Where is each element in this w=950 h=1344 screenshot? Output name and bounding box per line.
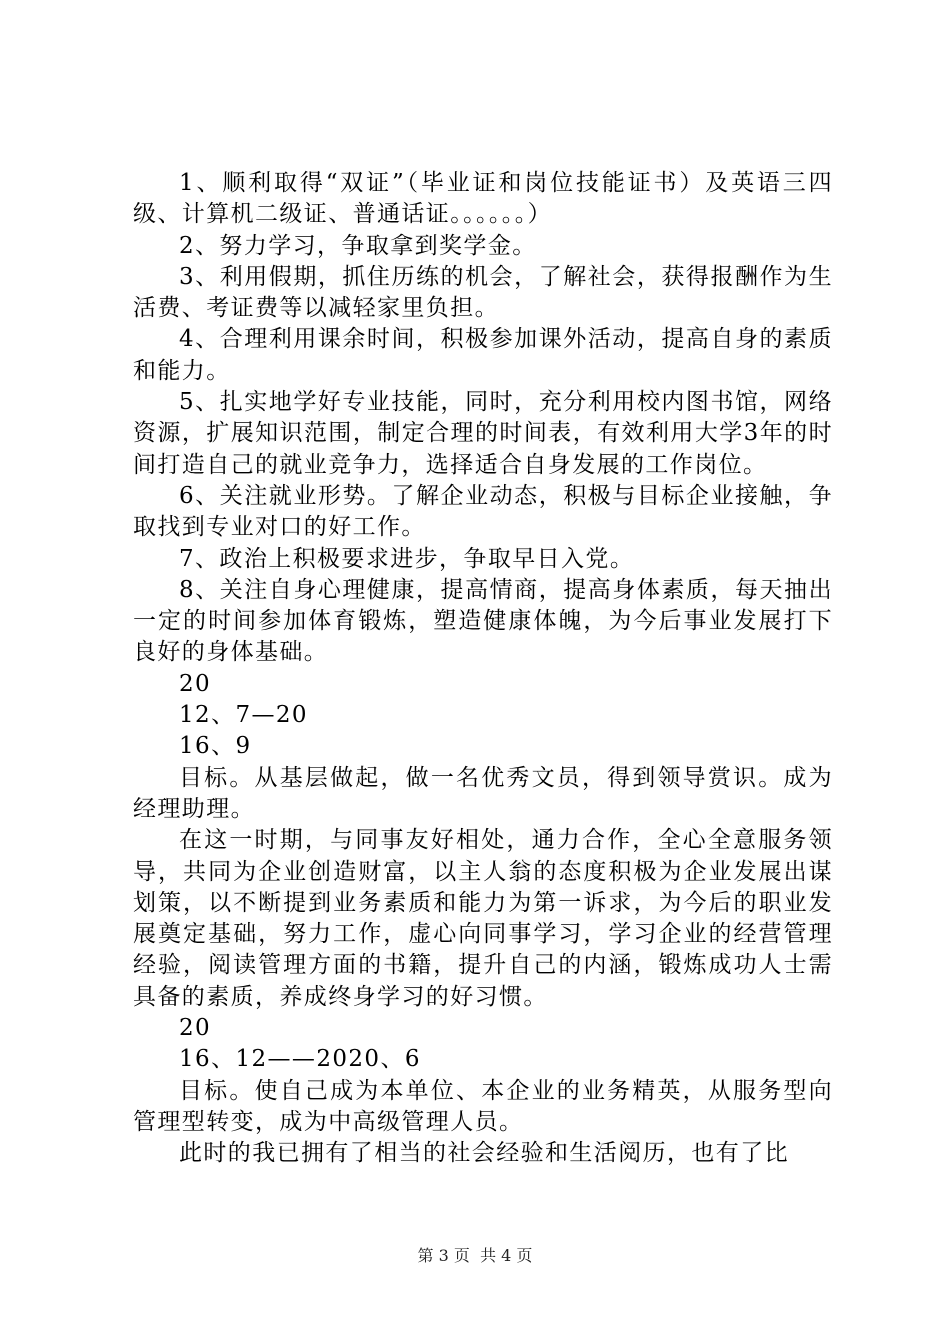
paragraph-goal-7: 7、政治上积极要求进步，争取早日入党。 bbox=[179, 545, 635, 572]
paragraph-period-1-target: 目标。从基层做起，做一名优秀文员，得到领导赏识。成为经理助理。 bbox=[133, 764, 833, 822]
paragraph-period-1-year: 20 bbox=[179, 670, 212, 697]
paragraph-period-1-plan: 在这一时期，与同事友好相处，通力合作，全心全意服务领导，共同为企业创造财富，以主人翁的态度积极为企业发展出谋划策，以不断提到业务素质和能力为第一诉求，为今后的职业发展奠定基础，努力工作，虚心向同事学习，学习企业的经营管理经验，阅读管理方面的书籍，提升自己的内涵，锻炼成功人士需具备的素质，养成终身学习的好习惯。 bbox=[133, 827, 833, 1010]
paragraph-period-1-range: 12、7—20 bbox=[179, 702, 308, 729]
paragraph-goal-8: 8、关注自身心理健康，提高情商，提高身体素质，每天抽出一定的时间参加体育锻炼，塑造健康体魄，为今后事业发展打下良好的身体基础。 bbox=[133, 576, 833, 666]
paragraph-goal-1: 1、顺利取得“双证”（毕业证和岗位技能证书）及英语三四级、计算机二级证、普通话证。。。。。。） bbox=[133, 170, 833, 228]
paragraph-goal-5: 5、扎实地学好专业技能，同时，充分利用校内图书馆，网络资源，扩展知识范围，制定合理的时间表，有效利用大学3年的时间打造自己的就业竞争力，选择适合自身发展的工作岗位。 bbox=[133, 389, 833, 478]
page-number-footer: 第 3 页 共 4 页 bbox=[417, 1246, 533, 1265]
paragraph-period-2-year: 20 bbox=[179, 1015, 212, 1042]
paragraph-period-1-end: 16、9 bbox=[179, 733, 252, 760]
paragraph-period-2-plan: 此时的我已拥有了相当的社会经验和生活阅历，也有了比 bbox=[179, 1140, 789, 1167]
document-body bbox=[133, 168, 833, 1170]
paragraph-goal-2: 2、努力学习，争取拿到奖学金。 bbox=[179, 232, 537, 259]
paragraph-goal-6: 6、关注就业形势。了解企业动态，积极与目标企业接触，争取找到专业对口的好工作。 bbox=[133, 482, 833, 541]
paragraph-period-2-target: 目标。使自己成为本单位、本企业的业务精英，从服务型向管理型转变，成为中高级管理人员。 bbox=[133, 1077, 833, 1135]
paragraph-goal-3: 3、利用假期，抓住历练的机会，了解社会，获得报酬作为生活费、考证费等以减轻家里负担。 bbox=[133, 263, 833, 322]
paragraph-goal-4: 4、合理利用课余时间，积极参加课外活动，提高自身的素质和能力。 bbox=[133, 326, 833, 384]
paragraph-period-2-range: 16、12——2020、6 bbox=[179, 1046, 421, 1073]
